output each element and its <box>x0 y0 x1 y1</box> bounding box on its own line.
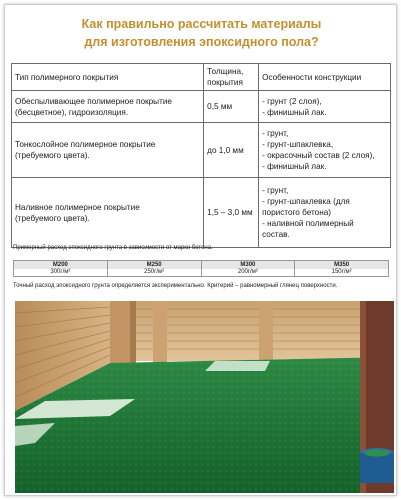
cell-thickness: 0,5 мм <box>204 91 259 123</box>
feature-line: состав. <box>262 230 290 239</box>
cell-coating-type <box>12 178 204 248</box>
cell-features <box>259 123 391 178</box>
grade-header: M200 <box>14 261 108 269</box>
cell-features <box>259 91 391 123</box>
grade-header: M250 <box>107 261 201 269</box>
feature-line: - грунт-шпаклевка (для <box>262 197 350 206</box>
cell-thickness: 1,5 – 3,0 мм <box>204 178 259 248</box>
grade-value: 150г/м² <box>295 269 389 277</box>
grade-header: M300 <box>201 261 295 269</box>
grade-header-row <box>14 261 389 269</box>
feature-line: - финишный лак. <box>262 162 327 171</box>
spec-table-header-row <box>12 64 391 91</box>
concrete-grade-table <box>13 260 389 277</box>
cell-coating-type <box>12 123 204 178</box>
cell-type-line-2: (требуемого цвета). <box>15 213 90 223</box>
feature-line: - грунт (2 слоя), <box>262 96 322 106</box>
feature-line: - финишный лак. <box>262 107 327 117</box>
page-title <box>5 15 398 51</box>
grade-value: 200г/м² <box>201 269 295 277</box>
cell-thickness: до 1,0 мм <box>204 123 259 178</box>
cell-features <box>259 178 391 248</box>
cell-coating-type <box>12 91 204 123</box>
header-features: Особенности конструкции <box>259 64 391 91</box>
light-reflection <box>205 361 270 371</box>
feature-line: - грунт, <box>262 129 289 138</box>
primer-consumption-note: Примерный расход эпоксидного грунта в зависимости от марки бетона. <box>13 245 213 251</box>
spec-table-row <box>12 91 391 123</box>
feature-line: пористого бетона) <box>262 208 332 217</box>
wood-pillar <box>153 301 167 369</box>
cell-type-line-1: Обеспыливающее полимерное покрытие <box>15 96 172 106</box>
cell-type-line-1: Тонкослойное полимерное покрытие <box>15 140 156 149</box>
exact-consumption-note: Точный расход эпоксидного грунта определяется экспериментально. Критерий – равномерный глянец поверхности. <box>13 283 338 289</box>
grade-header: M350 <box>295 261 389 269</box>
wood-pillar <box>259 301 273 363</box>
epoxy-floor-photo <box>15 301 394 493</box>
title-line-1: Как правильно рассчитать материалы <box>81 17 322 31</box>
coating-spec-table <box>11 63 391 248</box>
grade-value-row <box>14 269 389 277</box>
cell-type-line-2: (бесцветное), гидроизоляция. <box>15 107 129 117</box>
epoxy-floor-illustration <box>15 301 394 493</box>
feature-line: - грунт, <box>262 186 289 195</box>
header-thickness <box>204 64 259 91</box>
infographic-frame <box>4 4 397 496</box>
header-thickness-line-2: покрытия <box>207 78 243 87</box>
feature-line: - грунт-шпаклевка, <box>262 140 334 149</box>
header-coating-type: Тип полимерного покрытия <box>12 64 204 91</box>
grade-value: 300г/м² <box>14 269 108 277</box>
cell-type-line-2: (требуемого цвета). <box>15 151 90 160</box>
feature-line: - окрасочный состав (2 слоя), <box>262 151 375 160</box>
grade-value: 250г/м² <box>107 269 201 277</box>
feature-line: - наливной полимерный <box>262 219 354 228</box>
cell-type-line-1: Наливное полимерное покрытие <box>15 202 140 212</box>
spec-table-row <box>12 178 391 248</box>
title-line-2: для изготовления эпоксидного пола? <box>84 35 319 49</box>
spec-table-row <box>12 123 391 178</box>
header-thickness-line-1: Толщина, <box>207 67 244 76</box>
